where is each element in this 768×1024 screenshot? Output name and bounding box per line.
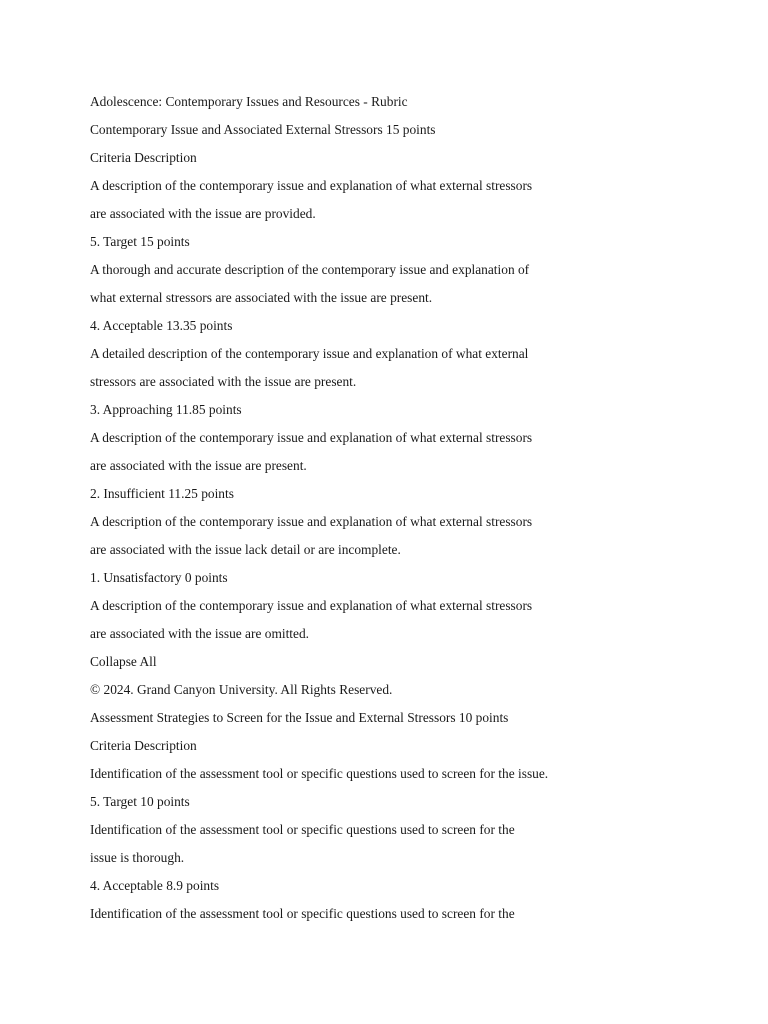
criteria-description-text: are associated with the issue are provided. <box>90 206 316 221</box>
rating-level-description: A description of the contemporary issue and explanation of what external stressors <box>90 430 533 445</box>
rating-level-description: A thorough and accurate description of the contemporary issue and explanation of <box>90 262 530 277</box>
rating-level-heading: 4. Acceptable 13.35 points <box>90 318 233 333</box>
rating-level-heading: 3. Approaching 11.85 points <box>90 402 242 417</box>
rating-level-heading: 2. Insufficient 11.25 points <box>90 486 234 501</box>
rating-level-description: A description of the contemporary issue and explanation of what external stressors <box>90 514 533 529</box>
rating-level-heading: 5. Target 10 points <box>90 794 190 809</box>
criteria-description-text: A description of the contemporary issue and explanation of what external stressors <box>90 178 533 193</box>
rating-level-heading: 5. Target 15 points <box>90 234 190 249</box>
copyright-notice: © 2024. Grand Canyon University. All Rights Reserved. <box>90 682 393 697</box>
rating-level-description: A detailed description of the contemporary issue and explanation of what external <box>90 346 529 361</box>
document-title: Adolescence: Contemporary Issues and Resources - Rubric <box>90 94 408 109</box>
rating-level-description: what external stressors are associated with the issue are present. <box>90 290 433 305</box>
rating-level-description: issue is thorough. <box>90 850 185 865</box>
rating-level-description: are associated with the issue are omitted. <box>90 626 310 641</box>
collapse-all-link[interactable]: Collapse All <box>90 654 157 669</box>
criteria-description-label: Criteria Description <box>90 738 197 753</box>
rating-level-description: Identification of the assessment tool or specific questions used to screen for the <box>90 822 515 837</box>
rating-level-heading: 4. Acceptable 8.9 points <box>90 878 220 893</box>
rating-level-description: stressors are associated with the issue are present. <box>90 374 357 389</box>
document-page <box>90 88 730 928</box>
section-heading-assessment-strategies: Assessment Strategies to Screen for the Issue and External Stressors 10 points <box>90 710 509 725</box>
rating-level-description: A description of the contemporary issue and explanation of what external stressors <box>90 598 533 613</box>
rating-level-description: are associated with the issue are present. <box>90 458 307 473</box>
rating-level-heading: 1. Unsatisfactory 0 points <box>90 570 228 585</box>
criteria-description-label: Criteria Description <box>90 150 197 165</box>
criteria-description-text: Identification of the assessment tool or specific questions used to screen for the issue. <box>90 766 549 781</box>
section-heading-contemporary-issue: Contemporary Issue and Associated External Stressors 15 points <box>90 122 436 137</box>
rating-level-description: are associated with the issue lack detail or are incomplete. <box>90 542 401 557</box>
rating-level-description: Identification of the assessment tool or specific questions used to screen for the <box>90 906 515 921</box>
